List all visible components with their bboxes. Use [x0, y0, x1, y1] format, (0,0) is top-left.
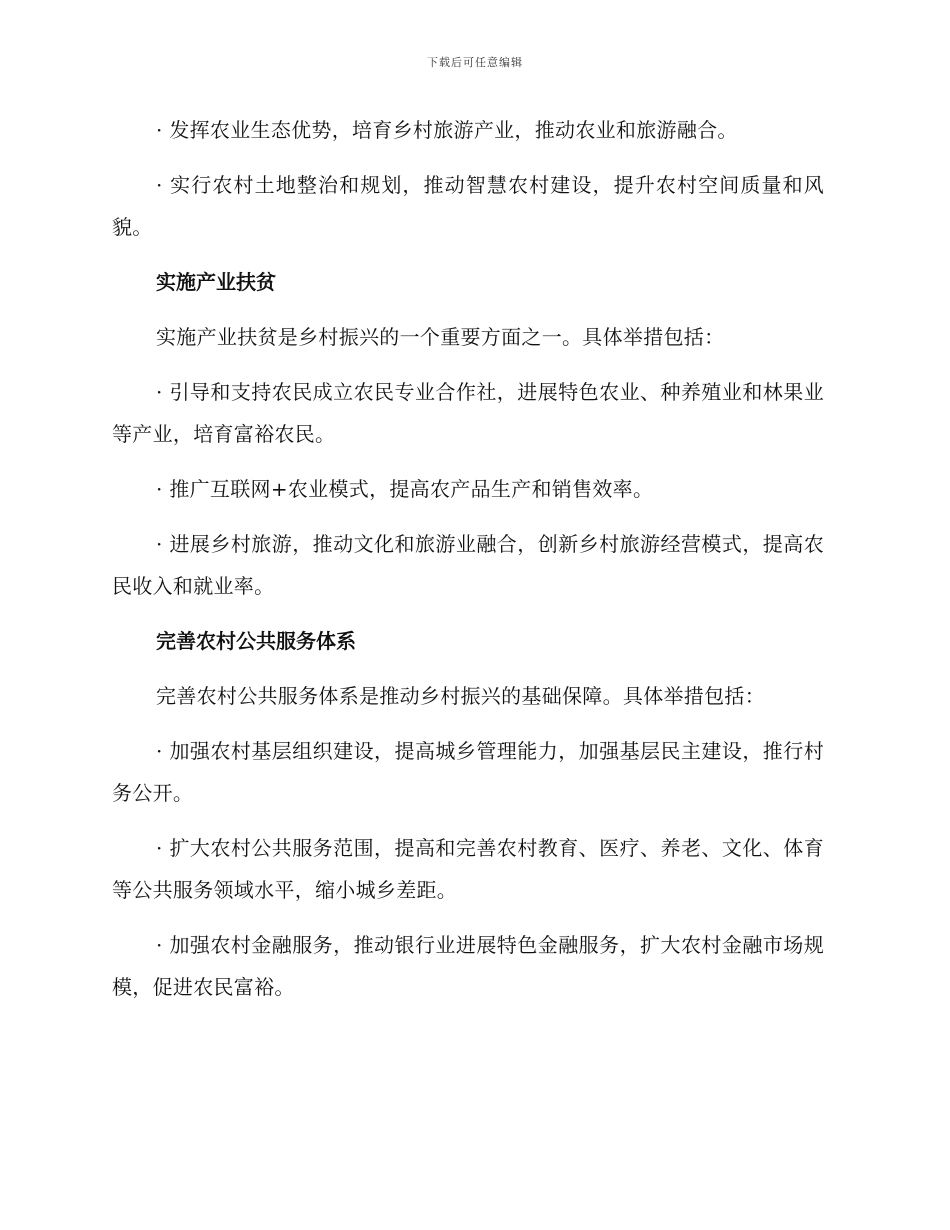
bullet-paragraph: · 进展乡村旅游，推动文化和旅游业融合，创新乡村旅游经营模式，提高农民收入和就业率。	[112, 532, 824, 598]
bullet-paragraph: · 加强农村基层组织建设，提高城乡管理能力，加强基层民主建设，推行村务公开。	[112, 739, 824, 805]
bullet-paragraph: · 扩大农村公共服务范围，提高和完善农村教育、医疗、养老、文化、体育等公共服务领域水平，缩小城乡差距。	[112, 836, 824, 902]
bullet-paragraph: · 引导和支持农民成立农民专业合作社，进展特色农业、种养殖业和林果业等产业，培育富裕农民。	[112, 380, 824, 446]
page-header-note: 下载后可任意编辑	[427, 56, 523, 69]
bullet-paragraph: · 加强农村金融服务，推动银行业进展特色金融服务，扩大农村金融市场规模，促进农民富裕。	[112, 933, 824, 999]
intro-paragraph: 实施产业扶贫是乡村振兴的一个重要方面之一。具体举措包括：	[156, 325, 725, 349]
intro-paragraph: 完善农村公共服务体系是推动乡村振兴的基础保障。具体举措包括：	[156, 684, 765, 708]
section-heading: 完善农村公共服务体系	[156, 629, 356, 653]
bullet-paragraph: · 发挥农业生态优势，培育乡村旅游产业，推动农业和旅游融合。	[156, 118, 738, 142]
bullet-paragraph: · 实行农村土地整治和规划，推动智慧农村建设，提升农村空间质量和风貌。	[112, 173, 824, 239]
document-body	[112, 109, 824, 1021]
bullet-paragraph: · 推广互联网+农业模式，提高农产品生产和销售效率。	[156, 477, 654, 501]
section-heading: 实施产业扶贫	[156, 270, 276, 294]
